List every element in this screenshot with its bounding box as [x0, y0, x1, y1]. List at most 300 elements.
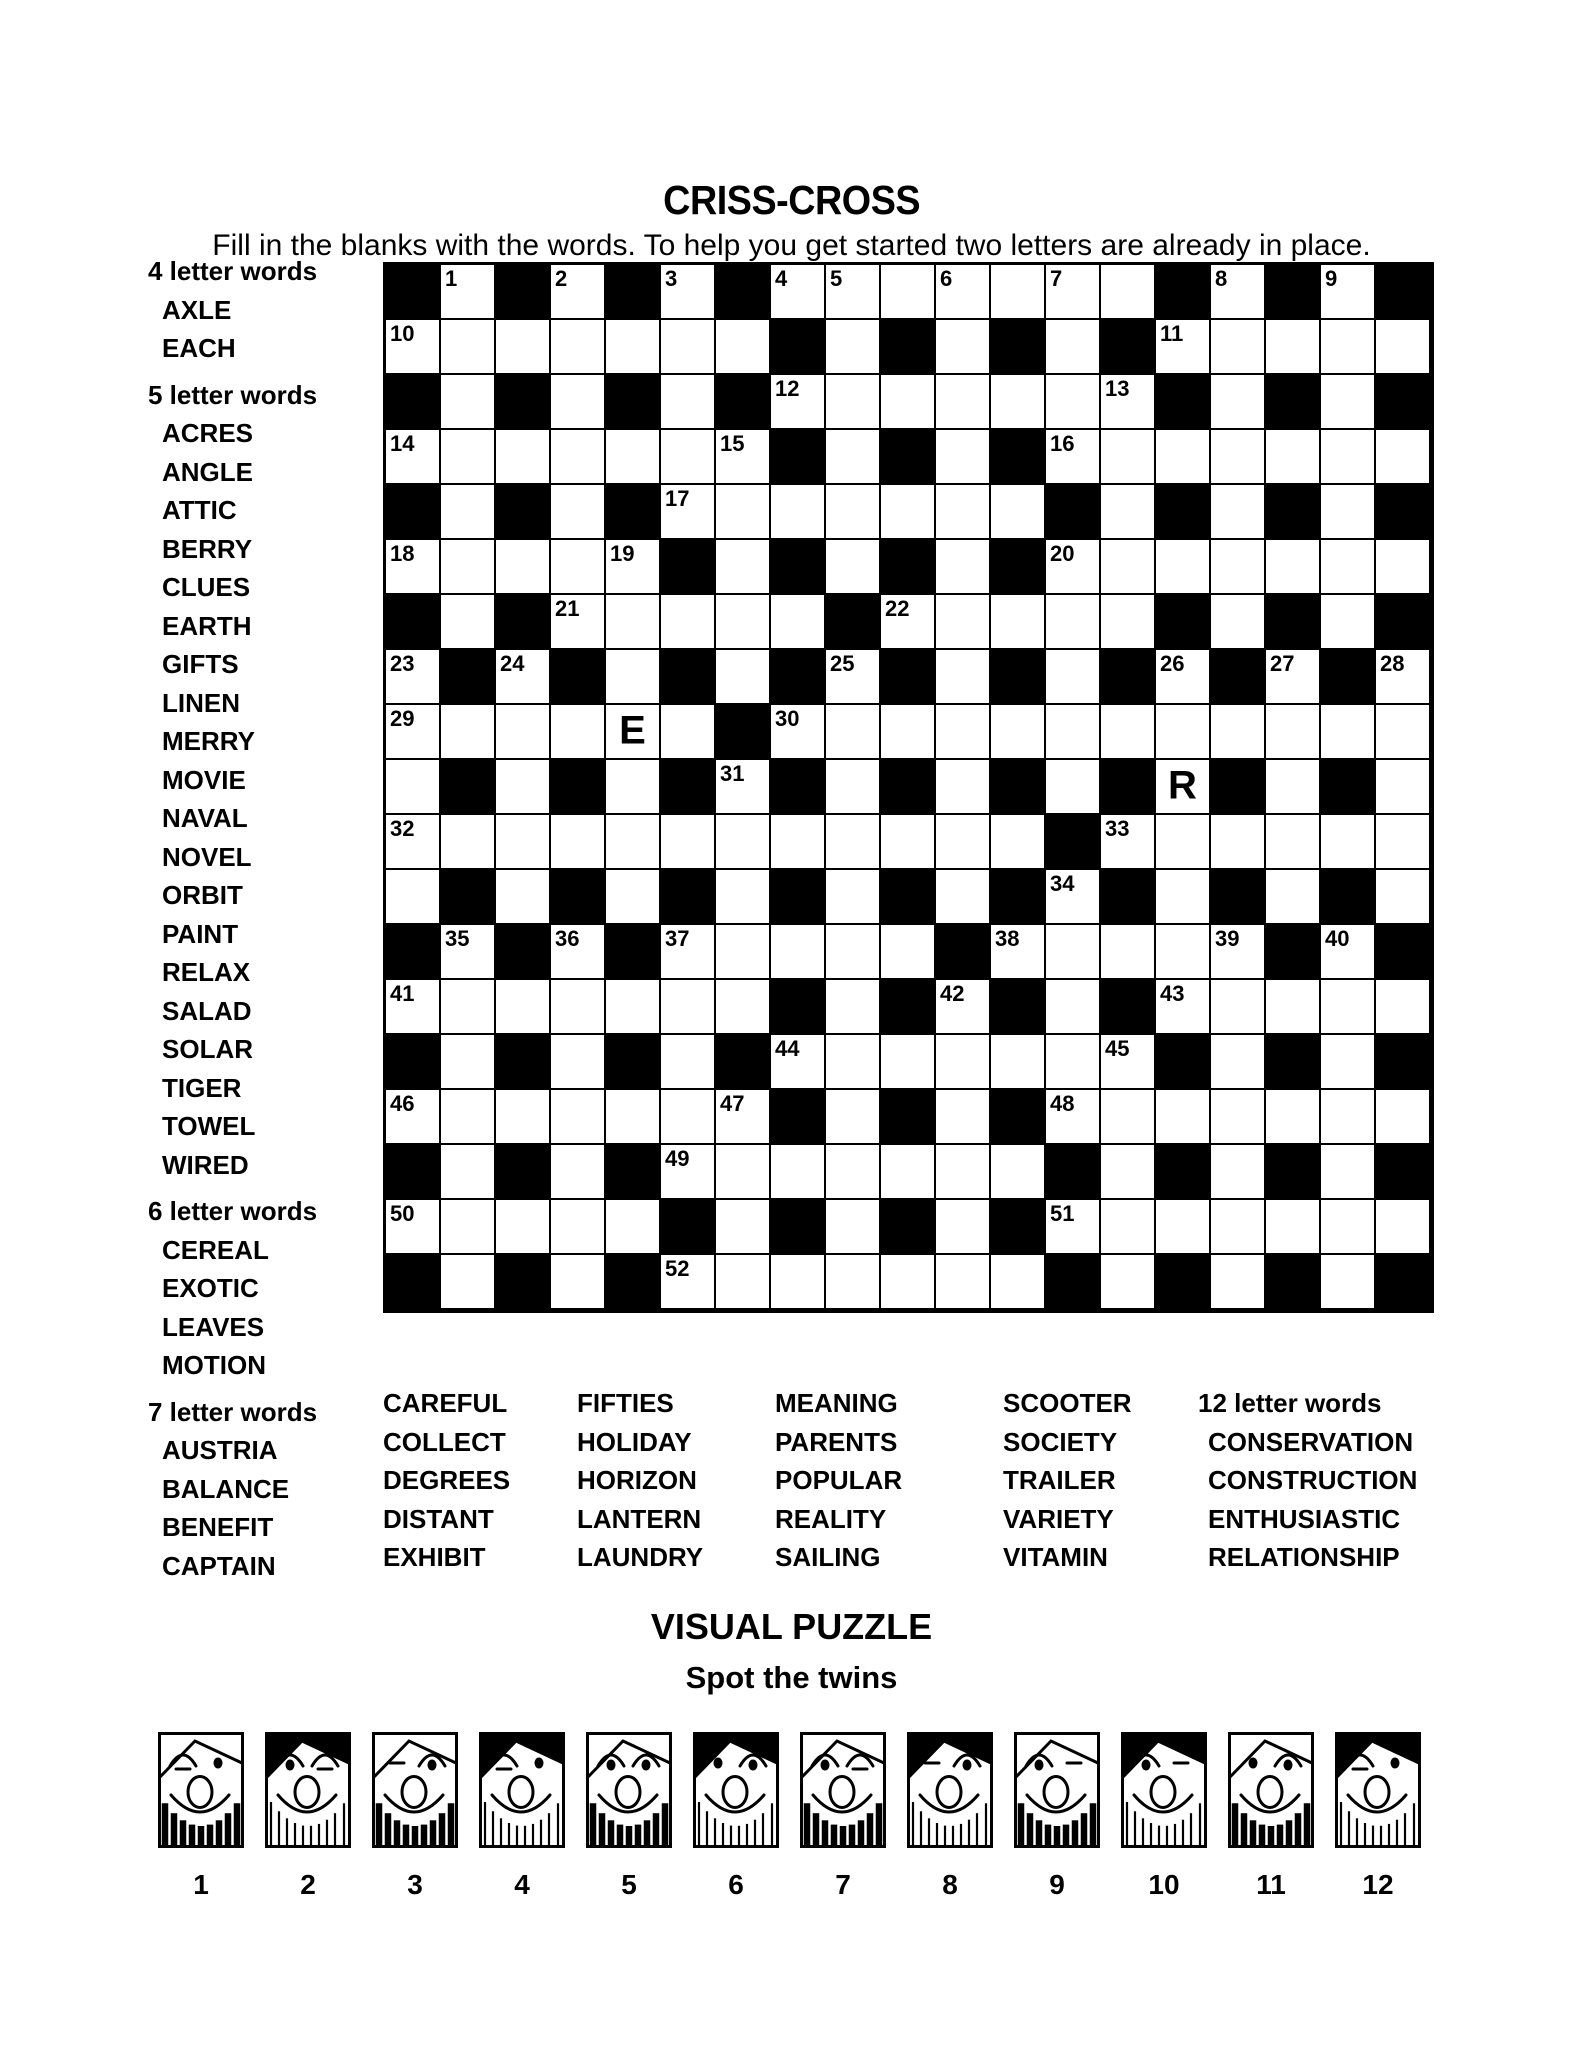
grid-cell[interactable]: [606, 320, 661, 375]
grid-cell-black: [496, 485, 551, 540]
grid-cell[interactable]: [1211, 320, 1266, 375]
grid-cell[interactable]: [661, 595, 716, 650]
grid-cell[interactable]: [1156, 540, 1211, 595]
grid-cell[interactable]: [1046, 870, 1101, 925]
grid-cell[interactable]: [826, 980, 881, 1035]
grid-cell[interactable]: [1266, 760, 1321, 815]
grid-cell[interactable]: [991, 705, 1046, 760]
grid-cell[interactable]: [661, 1255, 716, 1310]
grid-cell[interactable]: [1321, 375, 1376, 430]
grid-cell[interactable]: [1211, 980, 1266, 1035]
grid-cell[interactable]: [1101, 1255, 1156, 1310]
grid-cell[interactable]: [386, 870, 441, 925]
grid-cell[interactable]: [1101, 375, 1156, 430]
grid-cell[interactable]: [716, 925, 771, 980]
grid-cell[interactable]: [441, 925, 496, 980]
grid-cell[interactable]: [826, 375, 881, 430]
grid-cell-black: [1376, 1145, 1431, 1200]
grid-cell[interactable]: [496, 540, 551, 595]
grid-cell[interactable]: [661, 815, 716, 870]
grid-cell-black: [826, 595, 881, 650]
grid-cell[interactable]: [881, 375, 936, 430]
grid-cell[interactable]: [1046, 705, 1101, 760]
grid-cell[interactable]: [826, 540, 881, 595]
grid-cell[interactable]: [936, 320, 991, 375]
grid-cell[interactable]: [606, 760, 661, 815]
grid-cell[interactable]: [826, 925, 881, 980]
word-list: [577, 1384, 703, 1577]
grid-cell[interactable]: [661, 320, 716, 375]
grid-cell[interactable]: [716, 760, 771, 815]
grid-cell[interactable]: [661, 980, 716, 1035]
grid-cell[interactable]: [606, 1200, 661, 1255]
grid-cell[interactable]: [936, 595, 991, 650]
grid-cell[interactable]: [1321, 1035, 1376, 1090]
grid-cell[interactable]: [551, 925, 606, 980]
grid-cell[interactable]: [1376, 760, 1431, 815]
grid-cell[interactable]: [1321, 1145, 1376, 1200]
clue-number: 49: [665, 1146, 690, 1171]
grid-cell[interactable]: [441, 1255, 496, 1310]
grid-cell[interactable]: [826, 705, 881, 760]
grid-cell[interactable]: [1156, 705, 1211, 760]
grid-cell[interactable]: [606, 430, 661, 485]
grid-cell-black: [881, 320, 936, 375]
grid-cell[interactable]: [1266, 815, 1321, 870]
grid-cell[interactable]: [1211, 540, 1266, 595]
grid-cell[interactable]: [1266, 430, 1321, 485]
grid-cell[interactable]: [991, 595, 1046, 650]
grid-cell[interactable]: [881, 595, 936, 650]
grid-cell[interactable]: [826, 870, 881, 925]
grid-cell[interactable]: [661, 485, 716, 540]
grid-cell[interactable]: [936, 1200, 991, 1255]
grid-cell[interactable]: [551, 265, 606, 320]
grid-cell-black: [771, 1090, 826, 1145]
grid-cell[interactable]: [1101, 595, 1156, 650]
grid-cell[interactable]: [1266, 650, 1321, 705]
grid-cell[interactable]: [881, 265, 936, 320]
grid-cell[interactable]: [881, 485, 936, 540]
clue-number: 38: [995, 926, 1020, 951]
grid-cell[interactable]: [936, 1090, 991, 1145]
grid-cell[interactable]: [826, 650, 881, 705]
grid-cell[interactable]: [1321, 265, 1376, 320]
grid-cell[interactable]: [1046, 430, 1101, 485]
grid-cell[interactable]: [496, 870, 551, 925]
grid-cell[interactable]: [386, 980, 441, 1035]
grid-cell[interactable]: [771, 925, 826, 980]
grid-cell[interactable]: [606, 815, 661, 870]
grid-cell[interactable]: [881, 1255, 936, 1310]
grid-cell[interactable]: [936, 375, 991, 430]
grid-cell-black: [716, 1035, 771, 1090]
grid-cell[interactable]: [991, 265, 1046, 320]
grid-cell[interactable]: [386, 430, 441, 485]
grid-cell[interactable]: [1211, 375, 1266, 430]
grid-cell[interactable]: [1321, 925, 1376, 980]
grid-cell[interactable]: [991, 1145, 1046, 1200]
grid-cell[interactable]: [606, 650, 661, 705]
grid-cell[interactable]: [826, 1035, 881, 1090]
grid-cell[interactable]: [1376, 430, 1431, 485]
grid-cell[interactable]: [551, 980, 606, 1035]
grid-cell[interactable]: [1376, 1090, 1431, 1145]
grid-cell[interactable]: [1266, 320, 1321, 375]
grid-cell[interactable]: [936, 705, 991, 760]
grid-cell[interactable]: [661, 1145, 716, 1200]
grid-cell[interactable]: [441, 320, 496, 375]
grid-cell[interactable]: [441, 430, 496, 485]
grid-cell[interactable]: [551, 540, 606, 595]
grid-cell-black: [881, 540, 936, 595]
word-list: [148, 291, 378, 368]
grid-cell[interactable]: [386, 320, 441, 375]
grid-cell[interactable]: [1211, 925, 1266, 980]
grid-cell[interactable]: [1101, 1035, 1156, 1090]
grid-cell[interactable]: [551, 375, 606, 430]
grid-cell[interactable]: [1101, 485, 1156, 540]
grid-cell[interactable]: [551, 1090, 606, 1145]
word-item: COLLECT: [383, 1426, 506, 1457]
grid-cell-black: [1321, 870, 1376, 925]
grid-cell-black: [496, 375, 551, 430]
grid-cell[interactable]: [716, 980, 771, 1035]
grid-cell-black: [441, 760, 496, 815]
grid-cell[interactable]: [1211, 265, 1266, 320]
grid-cell[interactable]: [1376, 705, 1431, 760]
grid-cell[interactable]: [661, 430, 716, 485]
grid-cell[interactable]: [771, 375, 826, 430]
grid-cell[interactable]: [771, 595, 826, 650]
grid-cell[interactable]: [1156, 650, 1211, 705]
grid-cell[interactable]: [1101, 540, 1156, 595]
grid-cell[interactable]: [1321, 485, 1376, 540]
grid-cell[interactable]: [496, 1200, 551, 1255]
grid-cell[interactable]: [826, 485, 881, 540]
grid-cell-black: [881, 1090, 936, 1145]
grid-cell[interactable]: [1321, 1200, 1376, 1255]
grid-cell[interactable]: [771, 815, 826, 870]
grid-cell[interactable]: [441, 540, 496, 595]
grid-cell[interactable]: [936, 540, 991, 595]
grid-cell[interactable]: [661, 1035, 716, 1090]
grid-cell[interactable]: [1266, 980, 1321, 1035]
grid-cell[interactable]: [441, 265, 496, 320]
word-item: EXOTIC: [162, 1273, 259, 1303]
grid-cell[interactable]: [936, 870, 991, 925]
grid-cell[interactable]: [716, 1255, 771, 1310]
grid-cell[interactable]: [1211, 1200, 1266, 1255]
grid-cell[interactable]: [1211, 1090, 1266, 1145]
grid-cell[interactable]: [386, 760, 441, 815]
grid-cell-black: [386, 1255, 441, 1310]
grid-cell[interactable]: [496, 705, 551, 760]
grid-cell[interactable]: [716, 815, 771, 870]
grid-cell[interactable]: [1046, 1090, 1101, 1145]
grid-cell[interactable]: [1156, 430, 1211, 485]
grid-cell[interactable]: [1156, 1090, 1211, 1145]
grid-cell[interactable]: [1046, 375, 1101, 430]
grid-cell[interactable]: [1266, 1090, 1321, 1145]
grid-cell[interactable]: [1266, 540, 1321, 595]
grid-cell[interactable]: [936, 1255, 991, 1310]
grid-cell[interactable]: [551, 1200, 606, 1255]
grid-cell[interactable]: [936, 430, 991, 485]
grid-cell[interactable]: [716, 430, 771, 485]
grid-cell[interactable]: [1376, 815, 1431, 870]
grid-cell[interactable]: [1321, 980, 1376, 1035]
grid-cell[interactable]: [1101, 1200, 1156, 1255]
grid-cell[interactable]: [1211, 1255, 1266, 1310]
grid-cell[interactable]: [881, 815, 936, 870]
grid-cell[interactable]: [1101, 1145, 1156, 1200]
grid-cell[interactable]: [661, 1090, 716, 1145]
grid-cell[interactable]: [661, 265, 716, 320]
grid-cell-black: [551, 760, 606, 815]
grid-cell[interactable]: [716, 540, 771, 595]
grid-cell[interactable]: [1376, 980, 1431, 1035]
grid-cell[interactable]: [936, 760, 991, 815]
clue-number: 24: [500, 651, 525, 676]
grid-cell-black: [386, 595, 441, 650]
grid-cell[interactable]: [551, 595, 606, 650]
grid-cell[interactable]: [716, 870, 771, 925]
grid-cell[interactable]: [1046, 925, 1101, 980]
grid-cell[interactable]: [496, 650, 551, 705]
grid-cell[interactable]: [1046, 650, 1101, 705]
grid-cell[interactable]: [551, 1255, 606, 1310]
grid-cell-black: [1101, 320, 1156, 375]
grid-cell[interactable]: [1046, 1035, 1101, 1090]
grid-cell[interactable]: [1156, 815, 1211, 870]
grid-cell[interactable]: [1156, 870, 1211, 925]
grid-cell[interactable]: [771, 1255, 826, 1310]
grid-cell[interactable]: [1156, 980, 1211, 1035]
grid-cell[interactable]: [496, 815, 551, 870]
grid-cell[interactable]: [1266, 705, 1321, 760]
grid-cell[interactable]: [991, 815, 1046, 870]
grid-cell[interactable]: [1211, 1035, 1266, 1090]
grid-cell[interactable]: [386, 815, 441, 870]
grid-cell[interactable]: [826, 320, 881, 375]
face-icon: [907, 1732, 993, 1848]
grid-cell[interactable]: [991, 375, 1046, 430]
grid-cell[interactable]: [1266, 1200, 1321, 1255]
grid-cell[interactable]: [716, 320, 771, 375]
grid-cell[interactable]: [551, 1035, 606, 1090]
grid-cell[interactable]: [496, 320, 551, 375]
grid-cell[interactable]: [1211, 705, 1266, 760]
grid-cell[interactable]: [991, 925, 1046, 980]
grid-cell[interactable]: [881, 1035, 936, 1090]
grid-cell[interactable]: [551, 430, 606, 485]
grid-cell[interactable]: [1156, 925, 1211, 980]
grid-cell[interactable]: [771, 265, 826, 320]
grid-cell[interactable]: [551, 705, 606, 760]
face-7: [800, 1732, 886, 1901]
grid-cell[interactable]: [936, 265, 991, 320]
grid-cell[interactable]: [441, 485, 496, 540]
grid-cell[interactable]: [1101, 1090, 1156, 1145]
face-icon: [372, 1732, 458, 1848]
grid-cell[interactable]: [1046, 1200, 1101, 1255]
grid-cell-black: [606, 1035, 661, 1090]
grid-cell[interactable]: [661, 375, 716, 430]
clue-number: 46: [390, 1091, 415, 1116]
grid-cell[interactable]: [386, 705, 441, 760]
grid-cell[interactable]: [936, 1145, 991, 1200]
grid-cell[interactable]: [716, 1200, 771, 1255]
grid-cell[interactable]: [1376, 870, 1431, 925]
grid-cell[interactable]: [386, 540, 441, 595]
clue-number: 43: [1160, 981, 1185, 1006]
grid-cell[interactable]: [606, 1090, 661, 1145]
grid-cell[interactable]: [881, 925, 936, 980]
face-icon: [479, 1732, 565, 1848]
grid-cell[interactable]: [1101, 925, 1156, 980]
grid-cell[interactable]: [1266, 870, 1321, 925]
face-number: 10: [1148, 1869, 1180, 1900]
grid-cell[interactable]: [1046, 320, 1101, 375]
clue-number: 31: [720, 761, 745, 786]
grid-cell[interactable]: [1321, 430, 1376, 485]
grid-cell[interactable]: [991, 1035, 1046, 1090]
grid-cell[interactable]: [826, 1145, 881, 1200]
grid-cell[interactable]: [386, 1200, 441, 1255]
grid-cell[interactable]: [1156, 760, 1211, 815]
grid-cell[interactable]: [661, 705, 716, 760]
grid-cell[interactable]: [771, 705, 826, 760]
face-number: 2: [300, 1869, 316, 1900]
grid-cell[interactable]: [1321, 1255, 1376, 1310]
faces-row: [158, 1732, 1421, 1901]
grid-cell[interactable]: [1321, 1090, 1376, 1145]
grid-cell[interactable]: [496, 760, 551, 815]
grid-cell[interactable]: [1211, 595, 1266, 650]
grid-cell[interactable]: [1046, 265, 1101, 320]
grid-cell[interactable]: [496, 430, 551, 485]
grid-cell[interactable]: [441, 1090, 496, 1145]
grid-cell[interactable]: [551, 320, 606, 375]
grid-cell[interactable]: [441, 705, 496, 760]
grid-cell[interactable]: [716, 1090, 771, 1145]
grid-cell[interactable]: [1321, 705, 1376, 760]
grid-cell[interactable]: [1156, 320, 1211, 375]
grid-cell[interactable]: [441, 815, 496, 870]
word-item: SOCIETY: [1003, 1426, 1118, 1457]
grid-cell[interactable]: [771, 485, 826, 540]
grid-cell[interactable]: [606, 540, 661, 595]
word-item: ORBIT: [162, 880, 243, 910]
grid-cell[interactable]: [1101, 265, 1156, 320]
grid-cell[interactable]: [716, 485, 771, 540]
grid-cell[interactable]: [826, 1200, 881, 1255]
grid-cell[interactable]: [441, 375, 496, 430]
grid-cell[interactable]: [551, 1145, 606, 1200]
grid-cell[interactable]: [661, 925, 716, 980]
grid-cell[interactable]: [1376, 320, 1431, 375]
grid-cell[interactable]: [1321, 595, 1376, 650]
grid-cell[interactable]: [1156, 1200, 1211, 1255]
grid-cell[interactable]: [1046, 760, 1101, 815]
grid-cell[interactable]: [1046, 980, 1101, 1035]
grid-cell[interactable]: [606, 980, 661, 1035]
grid-cell[interactable]: [441, 980, 496, 1035]
grid-cell[interactable]: [881, 705, 936, 760]
grid-cell[interactable]: [936, 815, 991, 870]
grid-cell[interactable]: [1376, 1200, 1431, 1255]
grid-cell[interactable]: [1321, 320, 1376, 375]
grid-cell[interactable]: [1211, 430, 1266, 485]
grid-cell[interactable]: [771, 1145, 826, 1200]
grid-cell-black: [1321, 650, 1376, 705]
grid-cell[interactable]: [1101, 705, 1156, 760]
grid-cell[interactable]: [771, 1035, 826, 1090]
grid-cell[interactable]: [716, 650, 771, 705]
grid-cell[interactable]: [826, 430, 881, 485]
grid-cell[interactable]: [991, 1255, 1046, 1310]
face-number: 11: [1256, 1869, 1286, 1900]
grid-cell[interactable]: [441, 1035, 496, 1090]
grid-cell[interactable]: [441, 1145, 496, 1200]
grid-cell[interactable]: [936, 485, 991, 540]
grid-cell[interactable]: [1376, 540, 1431, 595]
grid-cell[interactable]: [551, 485, 606, 540]
grid-cell[interactable]: [606, 705, 661, 760]
grid-cell[interactable]: [991, 485, 1046, 540]
grid-cell[interactable]: [826, 265, 881, 320]
grid-cell-black: [496, 1255, 551, 1310]
grid-cell[interactable]: [826, 1090, 881, 1145]
grid-cell[interactable]: [716, 1145, 771, 1200]
grid-cell[interactable]: [826, 1255, 881, 1310]
grid-cell[interactable]: [441, 1200, 496, 1255]
clue-number: 36: [555, 926, 580, 951]
grid-cell[interactable]: [1211, 815, 1266, 870]
face-number: 9: [1049, 1869, 1065, 1900]
grid-cell[interactable]: [386, 1090, 441, 1145]
grid-cell[interactable]: [1376, 650, 1431, 705]
grid-cell[interactable]: [826, 760, 881, 815]
grid-cell[interactable]: [936, 1035, 991, 1090]
grid-cell[interactable]: [881, 1145, 936, 1200]
grid-cell[interactable]: [441, 595, 496, 650]
grid-cell-black: [1266, 1255, 1321, 1310]
grid-cell[interactable]: [1321, 815, 1376, 870]
word-item: HOLIDAY: [577, 1426, 692, 1457]
grid-cell[interactable]: [496, 1090, 551, 1145]
grid-cell[interactable]: [826, 815, 881, 870]
grid-cell[interactable]: [1211, 485, 1266, 540]
grid-cell[interactable]: [1101, 815, 1156, 870]
clue-number: 9: [1325, 266, 1338, 291]
grid-cell[interactable]: [496, 980, 551, 1035]
grid-cell[interactable]: [1101, 430, 1156, 485]
grid-cell[interactable]: [606, 595, 661, 650]
grid-cell[interactable]: [606, 870, 661, 925]
grid-cell[interactable]: [936, 980, 991, 1035]
grid-cell-black: [1266, 1035, 1321, 1090]
grid-cell[interactable]: [1046, 595, 1101, 650]
grid-cell[interactable]: [386, 650, 441, 705]
grid-cell[interactable]: [716, 595, 771, 650]
grid-cell[interactable]: [1321, 540, 1376, 595]
grid-cell[interactable]: [551, 815, 606, 870]
grid-cell[interactable]: [936, 650, 991, 705]
grid-cell[interactable]: [1046, 540, 1101, 595]
grid-cell[interactable]: [1211, 1145, 1266, 1200]
